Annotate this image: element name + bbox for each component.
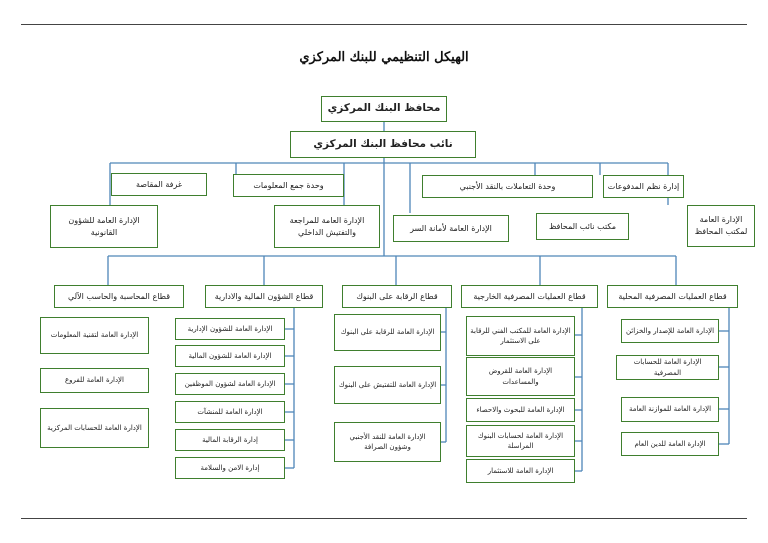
department-box: الإدارة العامة للموازنة العامة (621, 397, 719, 422)
department-box: إدارة الامن والسلامة (175, 457, 285, 479)
deputy-office-box: مكتب نائب المحافظ (536, 213, 629, 240)
department-box: إدارة الرقابة المالية (175, 429, 285, 451)
department-box: الإدارة العامة للرقابة على البنوك (334, 314, 441, 351)
governor-box: محافظ البنك المركزي (321, 96, 447, 122)
clearing-room-box: غرفة المقاصة (111, 173, 207, 196)
fx-transactions-box: وحدة التعاملات بالنقد الأجنبي (422, 175, 593, 198)
governor-office-box: الإدارة العامة لمكتب المحافظ (687, 205, 755, 247)
department-box: الإدارة العامة للفروع (40, 368, 149, 393)
info-collection-box: وحدة جمع المعلومات (233, 174, 344, 197)
department-box: الإدارة العامة للنقد الأجنبي وشؤون الصرافة (334, 422, 441, 462)
department-box: الإدارة العامة لشؤون الموظفين (175, 373, 285, 395)
department-box: الإدارة العامة للدين العام (621, 432, 719, 456)
payments-systems-box: إدارة نظم المدفوعات (603, 175, 684, 198)
department-box: الإدارة العامة للحسابات المصرفية (616, 355, 719, 380)
legal-box: الإدارة العامة للشؤون القانونية (50, 205, 158, 248)
department-box: الإدارة العامة للشؤون المالية (175, 345, 285, 367)
department-box: الإدارة العامة للاستثمار (466, 459, 575, 483)
department-box: الإدارة العامة لحسابات البنوك المراسلة (466, 425, 575, 457)
department-box: الإدارة العامة للشؤون الإدارية (175, 318, 285, 340)
sector-title: قطاع الشؤون المالية والادارية (205, 285, 323, 308)
deputy-governor-box: نائب محافظ البنك المركزي (290, 131, 476, 158)
sector-title: قطاع العمليات المصرفية المحلية (607, 285, 738, 308)
department-box: الإدارة العامة للتفتيش على البنوك (334, 366, 441, 404)
sector-title: قطاع الرقابة على البنوك (342, 285, 452, 308)
audit-box: الإدارة العامة للمراجعة والتفتيش الداخلي (274, 205, 380, 248)
department-box: الإدارة العامة للمنشآت (175, 401, 285, 423)
department-box: الإدارة العامة لتقنية المعلومات (40, 317, 149, 354)
sector-title: قطاع العمليات المصرفية الخارجية (461, 285, 598, 308)
sector-title: قطاع المحاسبة والحاسب الآلي (54, 285, 184, 308)
department-box: الإدارة العامة للمكتب الفني للرقابة على الاستثمار (466, 316, 575, 356)
secretariat-box: الإدارة العامة لأمانة السر (393, 215, 509, 242)
department-box: الإدارة العامة للحسابات المركزية (40, 408, 149, 448)
department-box: الإدارة العامة للإصدار والخزائن (621, 319, 719, 343)
department-box: الإدارة العامة للقروض والمساعدات (466, 357, 575, 396)
chart-title: الهيكل التنظيمي للبنك المركزي (299, 50, 469, 65)
department-box: الإدارة العامة للبحوث والاحصاء (466, 398, 575, 422)
